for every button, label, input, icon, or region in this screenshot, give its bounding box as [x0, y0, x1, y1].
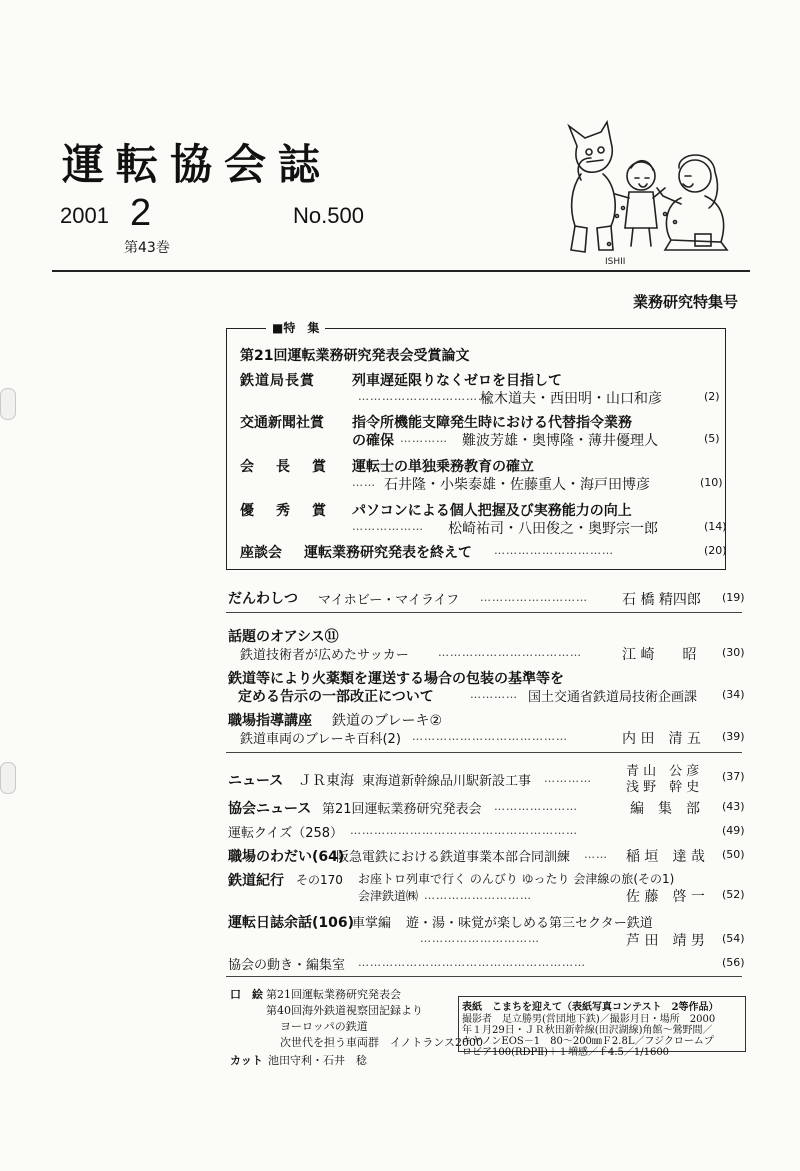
- section-label: 運転日誌余話(106): [228, 915, 355, 931]
- award-label: 交通新聞社賞: [240, 415, 324, 431]
- article-title[interactable]: 鉄道車両のブレーキ百科(2): [240, 732, 401, 747]
- award-label: 優 秀 賞: [240, 503, 330, 519]
- binder-hole-top: [0, 388, 16, 420]
- article-title[interactable]: 東海道新幹線品川駅新設工事: [362, 774, 532, 789]
- article-title[interactable]: 第21回運転業務研究発表会: [322, 802, 482, 817]
- cover-line: 年１月29日・ＪＲ秋田新幹線(田沢湖線)角館〜鶯野間／: [462, 1025, 713, 1036]
- article-company: 会津鉄道㈱: [358, 889, 419, 903]
- page-number: (56): [722, 956, 745, 969]
- series-tag: 車掌編: [352, 916, 392, 931]
- leader-dots: ………………………: [424, 889, 532, 902]
- page-number: (54): [722, 932, 745, 945]
- issue-number: No.500: [293, 203, 364, 228]
- section-label: 職場のわだい(64): [228, 849, 345, 865]
- page-number: (34): [722, 688, 745, 701]
- section-label[interactable]: 運転クイズ（258）: [228, 826, 344, 841]
- article-author: 石 橋 精四郎: [622, 592, 701, 608]
- issue-month: 2: [130, 192, 152, 234]
- page-number: (49): [722, 824, 745, 837]
- cut-names: 池田守利・石井 稔: [268, 1054, 367, 1067]
- cut-label: カット: [230, 1054, 263, 1067]
- section-label: 協会ニュース: [228, 801, 312, 817]
- frontispiece-line: 第21回運転業務研究発表会: [266, 988, 401, 1001]
- leader-dots: ……: [352, 476, 376, 489]
- award-label: 鉄道局長賞: [240, 373, 315, 389]
- leader-dots: …………………………………………………: [358, 956, 586, 969]
- leader-dots: …………………………: [494, 544, 614, 557]
- page-number: (5): [704, 432, 720, 445]
- page-number: (30): [722, 646, 745, 659]
- frontispiece-line: 次世代を担う車両群 イノトランス2000: [280, 1036, 484, 1049]
- news-org: ＪＲ東海: [298, 773, 354, 789]
- issue-year: 2001: [60, 203, 109, 228]
- award-label: 会 長 賞: [240, 459, 330, 475]
- leader-dots: …………………: [494, 800, 578, 813]
- feature-heading: 第21回運転業務研究発表会受賞論文: [240, 348, 470, 364]
- magazine-title: 運転協会誌: [62, 140, 333, 189]
- section-divider: [226, 752, 742, 753]
- page-number: (19): [722, 591, 745, 604]
- article-author: 江 崎 昭: [622, 647, 697, 663]
- article-title-cont: 定める告示の一部改正について: [238, 689, 434, 705]
- article-author: 国土交通省鉄道局技術企画課: [528, 690, 698, 705]
- section-label: だんわしつ: [228, 591, 298, 607]
- article-title[interactable]: 鉄道技術者が広めたサッカー: [240, 648, 409, 663]
- section-subtitle: 鉄道のブレーキ②: [332, 713, 442, 729]
- cover-line: 撮影者 足立勝男(営団地下鉄)／撮影月日・場所 2000: [462, 1014, 716, 1025]
- article-authors: 松崎祐司・八田俊之・奥野宗一郎: [448, 521, 658, 537]
- binder-hole-bottom: [0, 762, 16, 794]
- leader-dots: ……………………………: [358, 390, 490, 403]
- volume-number: 第43巻: [124, 240, 170, 256]
- page-number: (37): [722, 770, 745, 783]
- page-number: (2): [704, 390, 720, 403]
- frontispiece-line: 第40回海外鉄道視察団記録より: [266, 1004, 423, 1017]
- section-divider: [226, 976, 742, 977]
- article-author: 浅 野 幹 史: [626, 780, 700, 795]
- section-label: 鉄道紀行: [228, 873, 284, 889]
- page-number: (52): [722, 888, 745, 901]
- page-number: (20): [704, 544, 727, 557]
- leader-dots: …………………………………………………: [350, 824, 578, 837]
- section-divider: [226, 612, 742, 613]
- leader-dots: …………………………………: [412, 730, 568, 743]
- article-author: 編 集 部: [630, 801, 700, 817]
- article-title[interactable]: 遊・湯・味覚が楽しめる第三セクター鉄道: [406, 916, 653, 931]
- article-authors: 石井隆・小柴泰雄・佐藤重人・海戸田博彦: [384, 477, 650, 493]
- page-number: (14): [704, 520, 727, 533]
- illustrator-signature: ISHII: [605, 257, 626, 266]
- article-title[interactable]: 運転士の単独乗務教育の確立: [352, 459, 534, 475]
- article-author: 青 山 公 彦: [626, 764, 700, 779]
- article-author: 内 田 清 五: [622, 731, 701, 747]
- article-author: 芦 田 靖 男: [626, 933, 705, 949]
- article-title[interactable]: 列車遅延限りなくゼロを目指して: [352, 373, 562, 389]
- page-number: (39): [722, 730, 745, 743]
- article-author: 稲 垣 達 哉: [626, 849, 705, 865]
- section-label: 職場指導講座: [228, 713, 312, 729]
- section-label: 話題のオアシス⑪: [228, 629, 339, 645]
- leader-dots: ………………………: [480, 591, 588, 604]
- article-title[interactable]: お座トロ列車で行く のんびり ゆったり 会津線の旅(その1): [358, 872, 675, 886]
- section-label[interactable]: 協会の動き・編集室: [228, 958, 346, 973]
- cover-line: キヤノンEOS－1 80〜200㎜Ｆ2.8L／フジクロームプ: [462, 1036, 714, 1047]
- page-number: (43): [722, 800, 745, 813]
- series-number: その170: [296, 873, 343, 887]
- roundtable-label: 座談会: [240, 545, 282, 561]
- leader-dots: …………………………: [420, 932, 540, 945]
- article-title-cont: の確保: [352, 433, 394, 449]
- section-label: ニュース: [228, 773, 284, 789]
- special-issue-title: 業務研究特集号: [632, 293, 738, 311]
- article-title[interactable]: 阪急電鉄における鉄道事業本部合同訓練: [336, 850, 571, 865]
- article-title[interactable]: パソコンによる個人把握及び実務能力の向上: [352, 503, 632, 519]
- page-number: (50): [722, 848, 745, 861]
- article-authors: 難波芳雄・奥博隆・薄井優理人: [462, 433, 658, 449]
- article-title[interactable]: 鉄道等により火薬類を運送する場合の包装の基準等を: [228, 671, 564, 687]
- cover-title: 表紙 こまちを迎えて（表紙写真コンテスト 2等作品）: [462, 1002, 719, 1013]
- roundtable-title[interactable]: 運転業務研究発表を終えて: [304, 545, 472, 561]
- article-title[interactable]: 指令所機能支障発生時における代替指令業務: [352, 415, 632, 431]
- feature-label: ■特 集: [266, 319, 325, 336]
- page-number: (10): [700, 476, 723, 489]
- frontispiece-label: 口 絵: [230, 988, 263, 1001]
- leader-dots: ………………………………: [438, 646, 582, 659]
- leader-dots: ………………: [352, 520, 424, 533]
- leader-dots: …………: [544, 772, 592, 785]
- article-authors: 楡木道夫・西田明・山口和彦: [480, 391, 662, 407]
- leader-dots: …………: [470, 688, 518, 701]
- article-title[interactable]: マイホビー・マイライフ: [318, 593, 460, 608]
- article-author: 佐 藤 啓 一: [626, 889, 705, 905]
- header-divider: [52, 270, 750, 272]
- cover-line: ロビア100(RDPⅡ)＋１増感／ｆ4.5／1/1600: [462, 1047, 670, 1058]
- frontispiece-line: ヨーロッパの鉄道: [280, 1020, 368, 1033]
- leader-dots: …………: [400, 432, 448, 445]
- cover-illustration: [545, 118, 745, 266]
- leader-dots: ……: [584, 848, 608, 861]
